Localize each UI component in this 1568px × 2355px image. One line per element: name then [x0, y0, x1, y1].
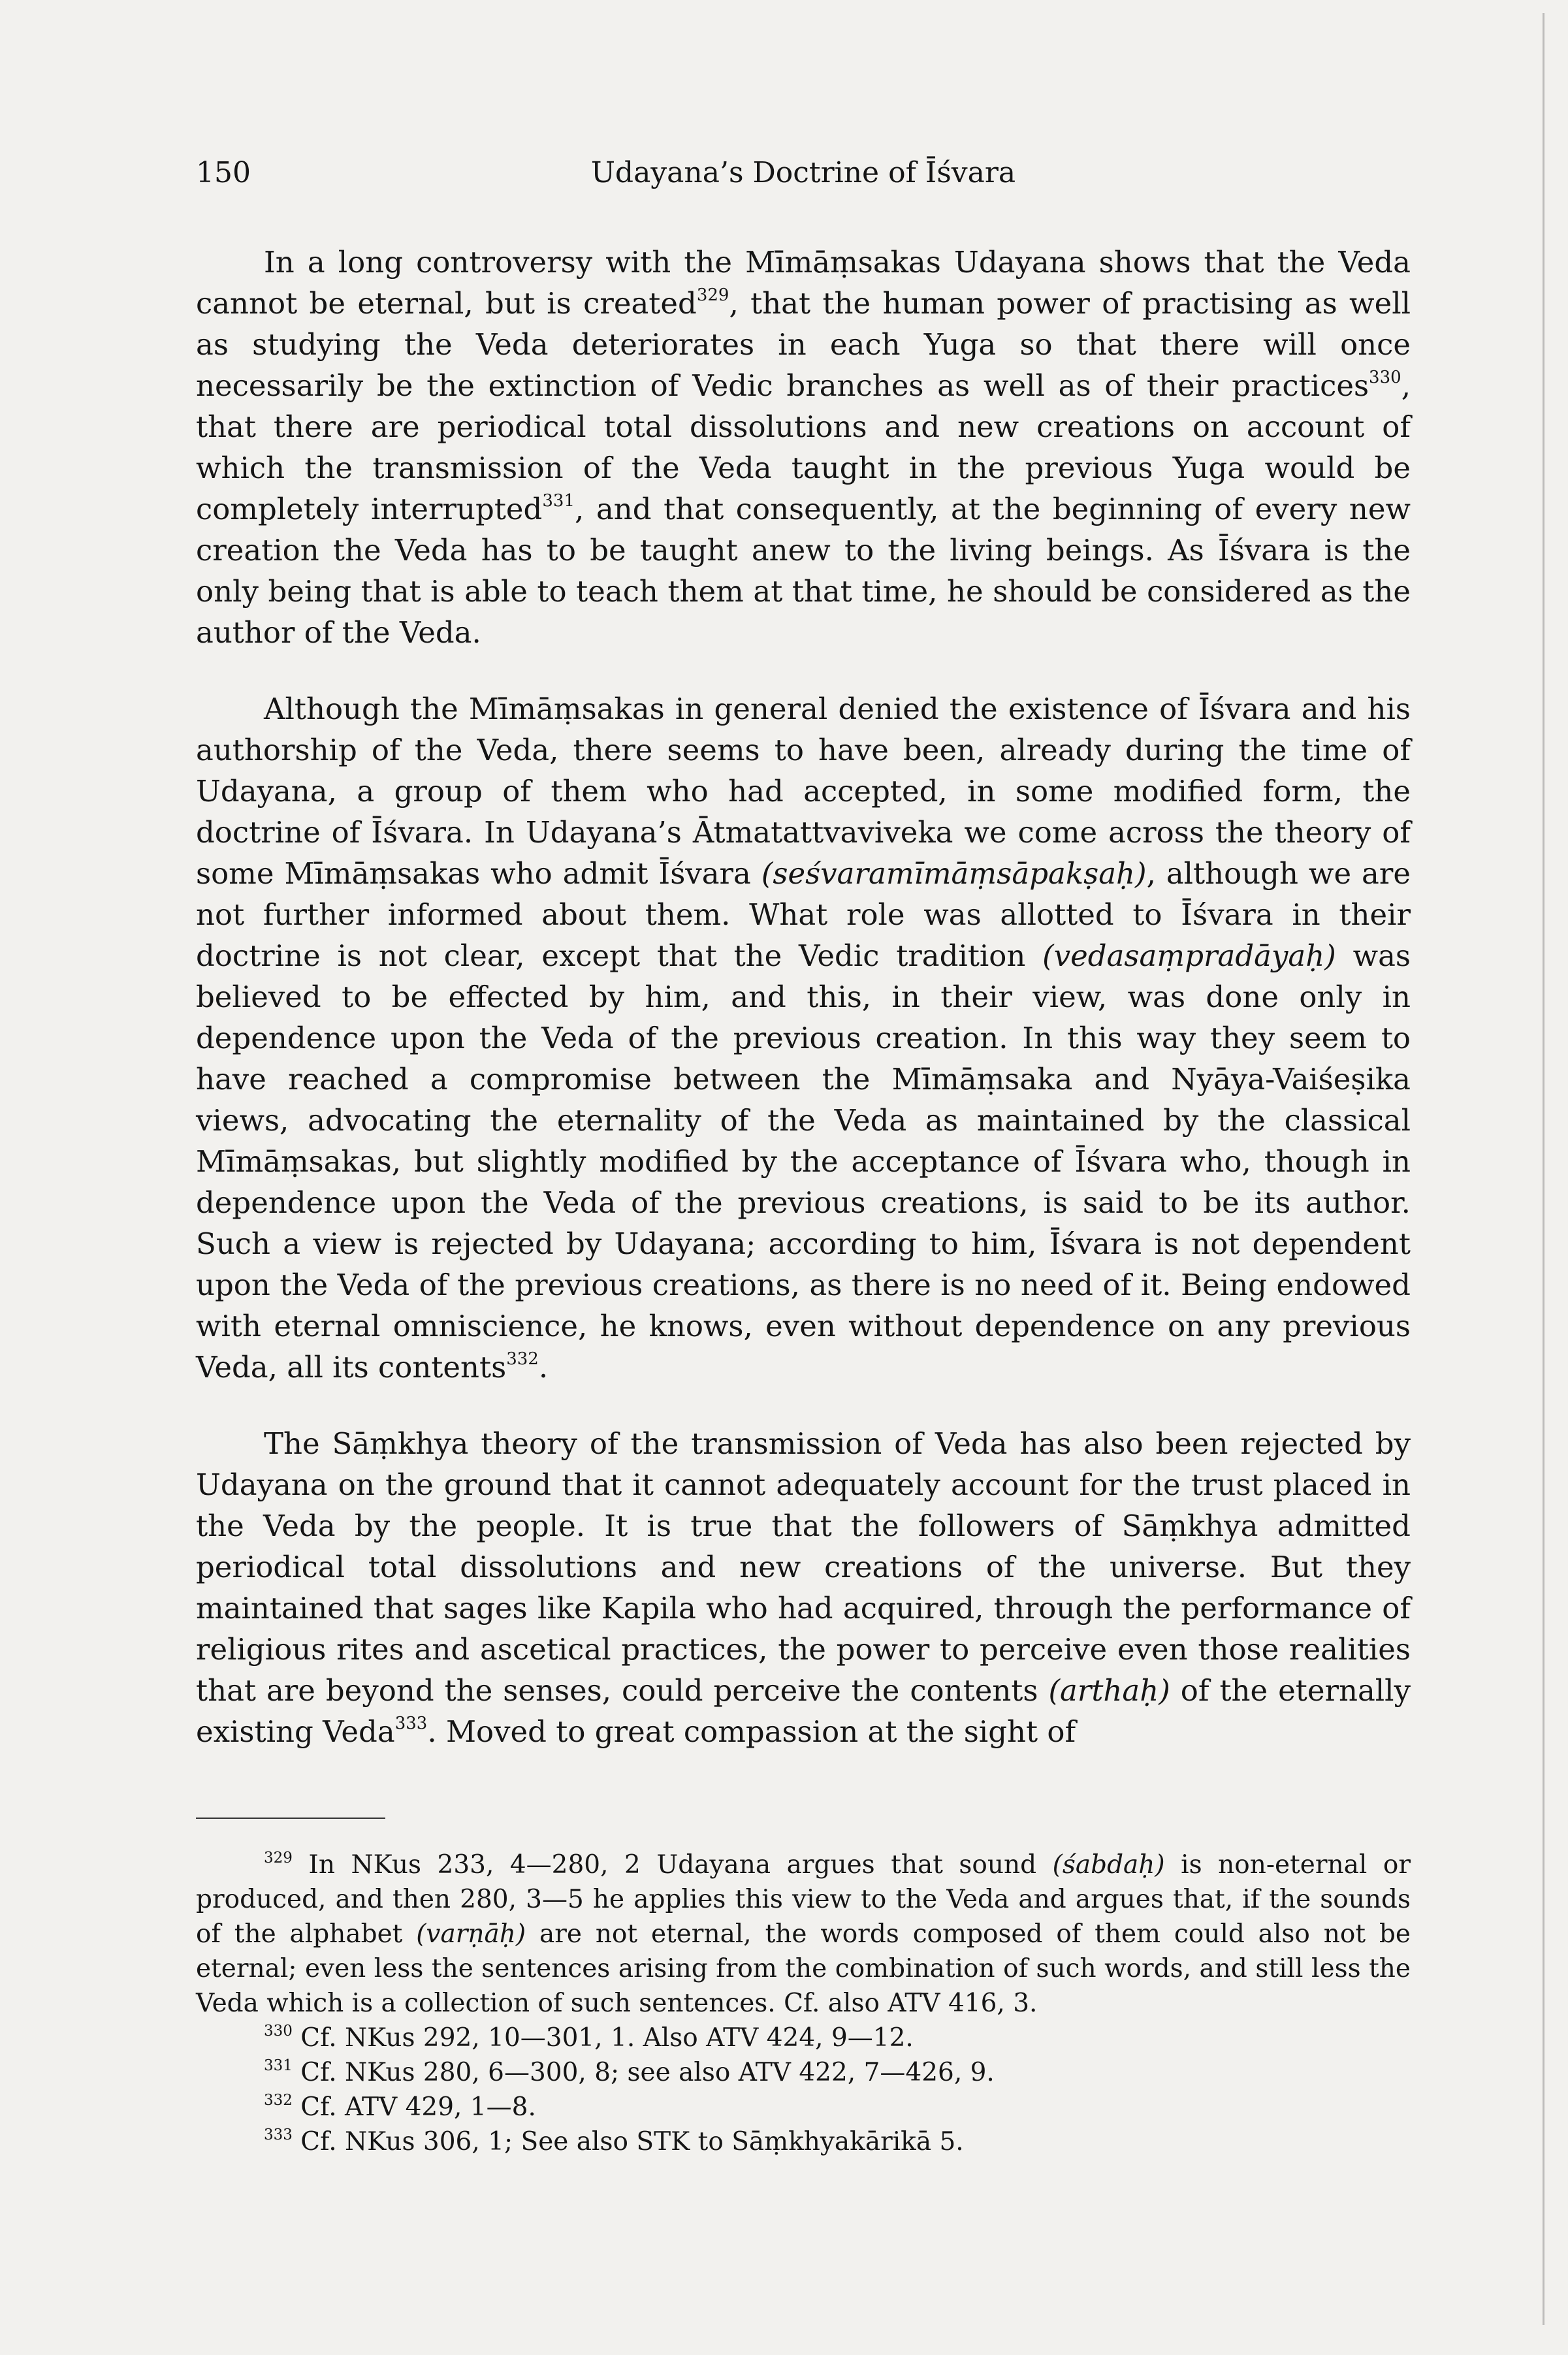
- footnote-number: 333: [264, 2126, 293, 2143]
- paragraph-1-text: In a long controversy with the Mīmāṃsakas Udayana shows that the Veda cannot be eternal, but is created: [196, 245, 1411, 321]
- footnote-text: Cf. ATV 429, 1—8.: [292, 2092, 536, 2122]
- footnote-number: 329: [264, 1850, 293, 1866]
- italic-term: (seśvaramīmāṃsāpakṣaḥ): [761, 856, 1147, 891]
- paragraph-2-text: Although the Mīmāṃsakas in general denied the existence of Īśvara and his authorship of the Veda, there seems to have been, already during the time of Udayana, a group of them who had accepted, in some modified form, the doctrine of Īśvara. In Udayana’s Ātmatattvaviveka we come across the theory of some Mīmāṃsakas who admit Īśvara: [196, 692, 1411, 891]
- footnote-ref-330: 330: [1369, 368, 1401, 387]
- footnote-333: [196, 2124, 1411, 2159]
- footnote-number: 330: [264, 2023, 293, 2040]
- footnote-text: is non-eternal or produced, and then 280, 3—5 he applies this view to the Veda and argues that, if the sounds of the alphabet: [196, 1850, 1411, 1949]
- paragraph-3-text: . Moved to great compassion at the sight of: [427, 1714, 1076, 1749]
- footnote-332: [196, 2090, 1411, 2124]
- italic-term: (śabdaḥ): [1052, 1850, 1165, 1880]
- footnote-331: [196, 2055, 1411, 2090]
- footnote-text: Cf. NKus 306, 1; See also STK to Sāṃkhyakārikā 5.: [292, 2127, 964, 2156]
- footnote-number: 331: [264, 2057, 293, 2074]
- footnote-ref-333: 333: [394, 1714, 428, 1733]
- footnote-ref-329: 329: [696, 285, 729, 305]
- running-title: Udayana’s Doctrine of Īśvara: [590, 156, 1016, 189]
- page-header: [196, 144, 1411, 202]
- italic-term: (vedasaṃpradāyaḥ): [1042, 938, 1336, 973]
- footnote-text: In NKus 233, 4—280, 2 Udayana argues that sound: [292, 1850, 1053, 1880]
- footnote-ref-331: 331: [542, 491, 575, 511]
- paragraph-3-text: The Sāṃkhya theory of the transmission of Veda has also been rejected by Udayana on the ground that it cannot adequately account for the trust placed in the Veda by the people. It is true that the followers of Sāṃkhya admitted periodical total dissolutions and new creations of the universe. But they maintained that sages like Kapila who had acquired, through the performance of religious rites and ascetical practices, the power to perceive even those realities that are beyond the senses, could perceive the contents: [196, 1426, 1411, 1708]
- paragraph-1-text: , and that consequently, at the beginning of every new creation the Veda has to be taught anew to the living beings. As Īśvara is the only being that is able to teach them at that time, he should be considered as the author of the Veda.: [196, 492, 1411, 650]
- scan-edge-line: [1543, 13, 1544, 2325]
- book-page: [196, 144, 1411, 2299]
- footnote-divider: [196, 1818, 385, 1819]
- footnote-text: Cf. NKus 292, 10—301, 1. Also ATV 424, 9—12.: [292, 2023, 914, 2053]
- paragraph-2: [196, 688, 1411, 1388]
- footnotes: [196, 1848, 1411, 2159]
- paragraph-1-text: , that the human power of practising as well as studying the Veda deteriorates in each Yuga so that there will once necessarily be the extinction of Vedic branches as well as of their practices: [196, 286, 1411, 403]
- paragraph-2-text: was believed to be effected by him, and this, in their view, was done only in dependence upon the Veda of the previous creation. In this way they seem to have reached a compromise between the Mīmāṃsaka and Nyāya-Vaiśeṣika views, advocating the eternality of the Veda as maintained by the classical Mīmāṃsakas, but slightly modified by the acceptance of Īśvara who, though in dependence upon the Veda of the previous creations, is said to be its author. Such a view is rejected by Udayana; according to him, Īśvara is not dependent upon the Veda of the previous creations, as there is no need of it. Being endowed with eternal omniscience, he knows, even without dependence on any previous Veda, all its contents: [196, 938, 1411, 1385]
- paragraph-1: [196, 242, 1411, 653]
- paragraph-1-text: , that there are periodical total dissolutions and new creations on account of which the transmission of the Veda taught in the previous Yuga would be completely interrupted: [196, 368, 1411, 526]
- footnote-330: [196, 2021, 1411, 2055]
- paragraph-3: [196, 1423, 1411, 1752]
- paragraph-2-text: , although we are not further informed about them. What role was allotted to Īśvara in their doctrine is not clear, except that the Vedic tradition: [196, 856, 1411, 973]
- footnote-329: [196, 1848, 1411, 2021]
- italic-term: (varṇāḥ): [416, 1919, 526, 1949]
- paragraph-2-text: .: [538, 1350, 549, 1385]
- footnote-text: are not eternal, the words composed of them could also not be eternal; even less the sentences arising from the combination of such words, and still less the Veda which is a collection of such sentences. Cf. also ATV 416, 3.: [196, 1919, 1411, 2018]
- footnote-text: Cf. NKus 280, 6—300, 8; see also ATV 422, 7—426, 9.: [292, 2058, 995, 2087]
- page-number: 150: [196, 156, 251, 189]
- footnote-number: 332: [264, 2092, 293, 2109]
- paragraph-3-text: of the eternally existing Veda: [196, 1673, 1411, 1749]
- italic-term: (arthaḥ): [1048, 1673, 1170, 1708]
- footnote-ref-332: 332: [506, 1349, 539, 1369]
